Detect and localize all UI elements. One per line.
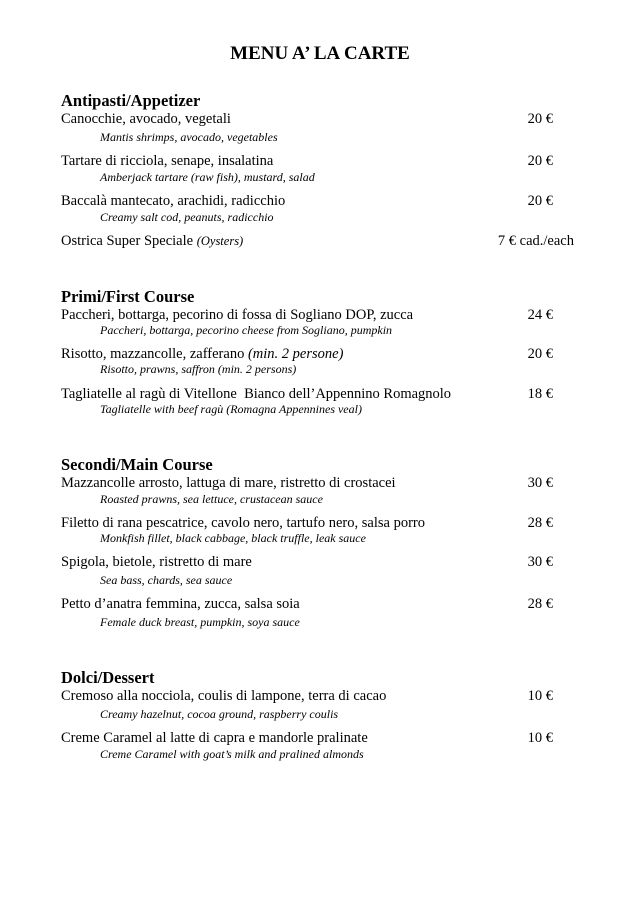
item-name bbox=[61, 232, 243, 250]
item-description: Risotto, prawns, saffron (min. 2 persons) bbox=[100, 362, 297, 376]
item-name: Cremoso alla nocciola, coulis di lampone, terra di cacao bbox=[61, 688, 387, 704]
item-description: Female duck breast, pumpkin, soya sauce bbox=[100, 615, 300, 629]
item-description: Monkfish fillet, black cabbage, black truffle, leak sauce bbox=[100, 531, 366, 545]
item-name bbox=[61, 345, 343, 363]
item-description: Amberjack tartare (raw fish), mustard, salad bbox=[100, 170, 315, 184]
item-price: 20 € bbox=[527, 346, 553, 362]
item-price: 18 € bbox=[527, 386, 553, 402]
item-price: 10 € bbox=[527, 730, 553, 746]
item-name: Baccalà mantecato, arachidi, radicchio bbox=[61, 193, 286, 209]
item-name-text: Risotto, mazzancolle, zafferano bbox=[61, 346, 245, 362]
section-heading-main-course: Secondi/Main Course bbox=[61, 455, 213, 474]
page-title: MENU A’ LA CARTE bbox=[230, 43, 410, 64]
item-price: 20 € bbox=[527, 111, 553, 127]
item-price: 24 € bbox=[527, 307, 553, 323]
section-heading-appetizer: Antipasti/Appetizer bbox=[61, 91, 201, 110]
item-price: 20 € bbox=[527, 193, 553, 209]
item-name: Canocchie, avocado, vegetali bbox=[61, 111, 231, 127]
item-name-text: Ostrica Super Speciale bbox=[61, 233, 194, 249]
item-price: 30 € bbox=[527, 554, 553, 570]
item-price: 20 € bbox=[527, 153, 553, 169]
item-price: 7 € cad./each bbox=[497, 233, 574, 249]
item-description: Creamy salt cod, peanuts, radicchio bbox=[100, 210, 274, 224]
item-note: (Oysters) bbox=[196, 234, 244, 248]
item-name: Paccheri, bottarga, pecorino di fossa di Sogliano DOP, zucca bbox=[61, 307, 414, 323]
item-note: (min. 2 persone) bbox=[247, 346, 344, 362]
item-name: Mazzancolle arrosto, lattuga di mare, ristretto di crostacei bbox=[61, 475, 396, 491]
item-name: Petto d’anatra femmina, zucca, salsa soia bbox=[61, 596, 300, 612]
item-name: Tartare di ricciola, senape, insalatina bbox=[61, 153, 274, 169]
item-description: Mantis shrimps, avocado, vegetables bbox=[100, 130, 278, 144]
item-description: Sea bass, chards, sea sauce bbox=[100, 573, 233, 587]
item-name: Creme Caramel al latte di capra e mandorle pralinate bbox=[61, 730, 368, 746]
item-name: Tagliatelle al ragù di Vitellone Bianco dell’Appennino Romagnolo bbox=[61, 386, 452, 402]
section-heading-dessert: Dolci/Dessert bbox=[61, 668, 155, 687]
item-price: 30 € bbox=[527, 475, 553, 491]
item-description: Tagliatelle with beef ragù (Romagna Appennines veal) bbox=[100, 402, 362, 416]
item-description: Paccheri, bottarga, pecorino cheese from Sogliano, pumpkin bbox=[100, 323, 393, 337]
item-description: Creme Caramel with goat’s milk and pralined almonds bbox=[100, 747, 364, 761]
item-description: Roasted prawns, sea lettuce, crustacean sauce bbox=[100, 492, 323, 506]
item-name: Filetto di rana pescatrice, cavolo nero, tartufo nero, salsa porro bbox=[61, 515, 425, 531]
item-price: 28 € bbox=[527, 596, 553, 612]
item-name: Spigola, bietole, ristretto di mare bbox=[61, 554, 252, 570]
item-price: 28 € bbox=[527, 515, 553, 531]
item-price: 10 € bbox=[527, 688, 553, 704]
item-description: Creamy hazelnut, cocoa ground, raspberry coulis bbox=[100, 707, 339, 721]
section-heading-first-course: Primi/First Course bbox=[61, 287, 195, 306]
